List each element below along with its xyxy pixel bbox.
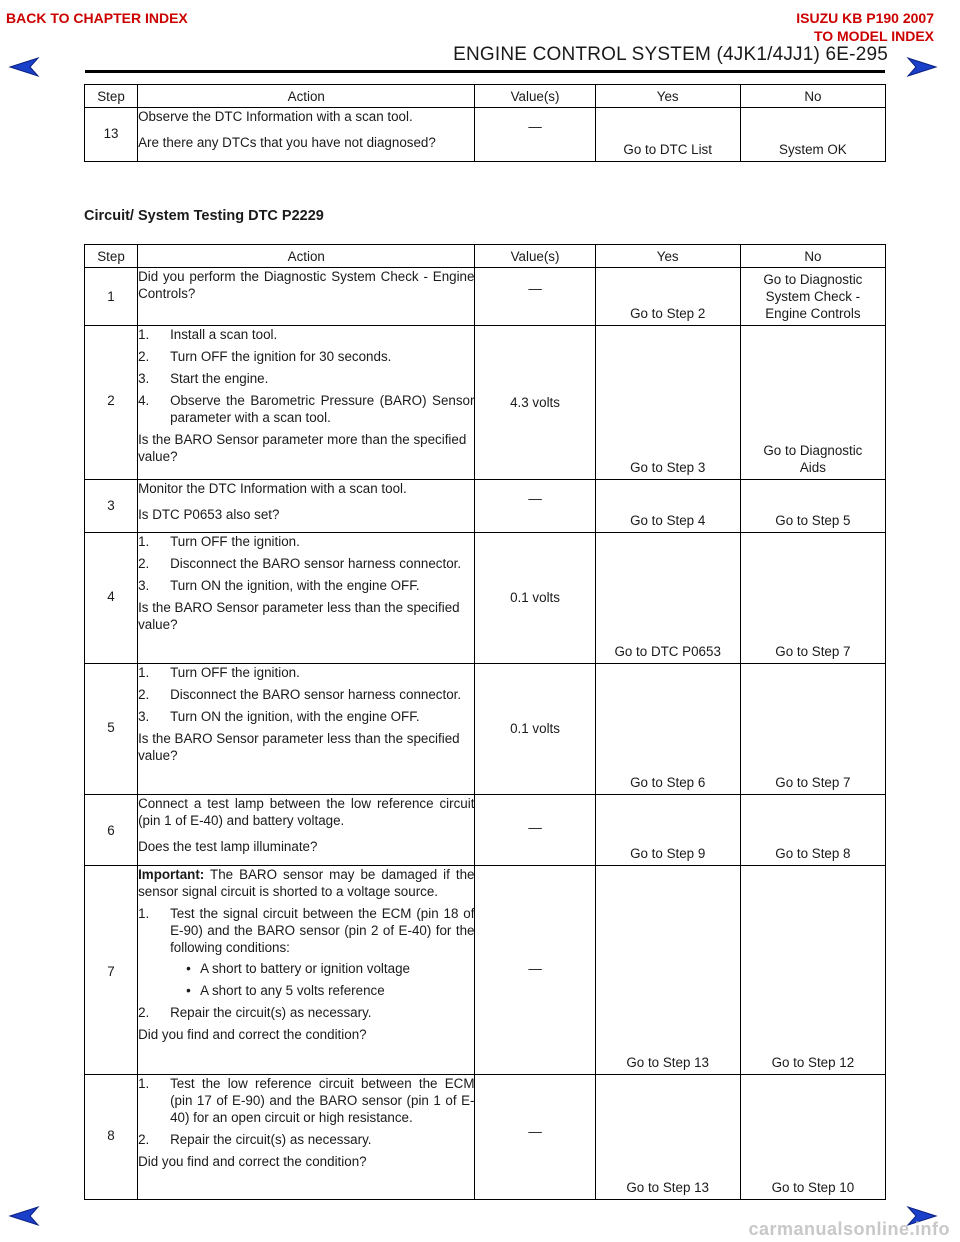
table-row <box>85 664 886 795</box>
list-item: • A short to any 5 volts reference <box>170 982 474 999</box>
action-question: Is DTC P0653 also set? <box>138 507 280 522</box>
section-heading: Circuit/ System Testing DTC P2229 <box>84 208 324 224</box>
list-item: 1. Turn OFF the ignition. <box>138 665 300 680</box>
list-item: 2. Turn OFF the ignition for 30 seconds. <box>138 349 392 364</box>
continuation-table <box>84 84 886 162</box>
col-action-header: Action <box>138 245 475 268</box>
document-title: ISUZU KB P190 2007 <box>796 10 934 26</box>
action-steps <box>138 664 474 725</box>
value-cell: 0.1 volts <box>510 590 560 605</box>
col-values-header: Value(s) <box>475 245 595 268</box>
step-number: 1 <box>107 289 115 304</box>
action-text: Connect a test lamp between the low reference circuit (pin 1 of E-40) and battery voltage. <box>138 796 475 828</box>
step-number: 4 <box>107 589 115 604</box>
list-item: 4. Observe the Barometric Pressure (BARO) Sensor parameter with a scan tool. <box>138 393 475 425</box>
condition-list <box>170 960 474 999</box>
header-divider <box>85 70 885 73</box>
step-number: 6 <box>107 823 115 838</box>
yes-action: Go to DTC P0653 <box>614 644 721 659</box>
col-values-header: Value(s) <box>475 85 595 108</box>
table-row <box>85 480 886 533</box>
action-question: Does the test lamp illuminate? <box>138 839 318 854</box>
no-action: Go to Step 7 <box>775 775 851 790</box>
step-number: 8 <box>107 1128 115 1143</box>
action-steps <box>138 905 474 1021</box>
next-page-arrow-icon[interactable] <box>904 56 938 78</box>
value-cell: 4.3 volts <box>510 395 560 410</box>
yes-action: Go to Step 13 <box>626 1055 710 1070</box>
table-row <box>85 268 886 326</box>
action-question: Is the BARO Sensor parameter more than the specified value? <box>138 432 467 464</box>
previous-page-arrow-icon[interactable] <box>8 1205 42 1227</box>
list-item: 2. Disconnect the BARO sensor harness connector. <box>138 687 462 702</box>
important-note: Important: The BARO sensor may be damaged if the sensor signal circuit is shorted to a voltage source. <box>138 867 475 899</box>
value-cell: — <box>528 820 542 835</box>
no-action: Go to Diagnostic System Check - Engine Controls <box>763 272 863 321</box>
list-item: 1. Test the low reference circuit between the ECM (pin 17 of E-90) and the BARO sensor (pin 1 of E-40) for an open circuit or high resistance. <box>138 1076 475 1125</box>
step-number: 2 <box>107 393 115 408</box>
yes-action: Go to Step 13 <box>626 1180 710 1195</box>
previous-page-arrow-icon[interactable] <box>8 56 42 78</box>
action-text: Monitor the DTC Information with a scan tool. <box>138 481 407 496</box>
value-cell: 0.1 volts <box>510 721 560 736</box>
value-cell: — <box>528 961 542 976</box>
no-action: Go to Diagnostic Aids <box>763 443 863 475</box>
dtc-p2229-table <box>84 244 886 1200</box>
col-yes-header: Yes <box>595 85 740 108</box>
step-number: 7 <box>107 964 115 979</box>
no-action: Go to Step 12 <box>771 1055 855 1070</box>
list-item: 3. Turn ON the ignition, with the engine OFF. <box>138 578 420 593</box>
value-cell: — <box>528 281 542 296</box>
action-question: Is the BARO Sensor parameter less than the specified value? <box>138 731 460 763</box>
list-item: 1. Install a scan tool. <box>138 327 278 342</box>
col-yes-header: Yes <box>595 245 740 268</box>
list-item: 1. Turn OFF the ignition. <box>138 534 300 549</box>
back-to-chapter-index-link[interactable]: BACK TO CHAPTER INDEX <box>6 10 188 26</box>
table-row <box>85 1075 886 1200</box>
list-item: 3. Turn ON the ignition, with the engine OFF. <box>138 709 420 724</box>
list-item: 2. Disconnect the BARO sensor harness connector. <box>138 556 462 571</box>
value-cell: — <box>528 119 542 134</box>
action-steps <box>138 1075 474 1148</box>
yes-action: Go to Step 2 <box>630 306 706 321</box>
to-model-index-link[interactable]: TO MODEL INDEX <box>813 28 934 44</box>
action-text: Did you perform the Diagnostic System Check - Engine Controls? <box>138 269 475 301</box>
table-row <box>85 795 886 866</box>
yes-action: Go to DTC List <box>623 142 712 157</box>
list-item: 3. Start the engine. <box>138 371 269 386</box>
list-item: 1. Test the signal circuit between the ECM (pin 18 of E-90) and the BARO sensor (pin 2 of E-40) for the following conditions: • A short to battery or ignition voltage • A short to any 5 volts reference <box>138 905 474 999</box>
table-row <box>85 326 886 480</box>
step-number: 5 <box>107 720 115 735</box>
list-item: • A short to battery or ignition voltage <box>170 960 474 977</box>
action-question: Is the BARO Sensor parameter less than the specified value? <box>138 600 460 632</box>
col-no-header: No <box>740 85 885 108</box>
col-no-header: No <box>740 245 885 268</box>
yes-action: Go to Step 4 <box>630 513 706 528</box>
table-header-row <box>85 85 886 108</box>
no-action: Go to Step 8 <box>775 846 851 861</box>
action-question: Did you find and correct the condition? <box>138 1027 367 1042</box>
col-step-header: Step <box>85 245 138 268</box>
table-row <box>85 866 886 1075</box>
action-steps <box>138 533 474 594</box>
list-item: 2. Repair the circuit(s) as necessary. <box>138 1005 372 1020</box>
table-row <box>85 108 886 162</box>
action-question: Did you find and correct the condition? <box>138 1154 367 1169</box>
no-action: System OK <box>779 142 847 157</box>
col-action-header: Action <box>138 85 475 108</box>
step-number: 3 <box>107 498 115 513</box>
list-item: 2. Repair the circuit(s) as necessary. <box>138 1132 372 1147</box>
yes-action: Go to Step 6 <box>630 775 706 790</box>
action-steps <box>138 326 474 426</box>
yes-action: Go to Step 9 <box>630 846 706 861</box>
table-header-row <box>85 245 886 268</box>
watermark: carmanualsonline.info <box>748 1219 950 1239</box>
yes-action: Go to Step 3 <box>630 460 706 475</box>
no-action: Go to Step 10 <box>771 1180 855 1195</box>
value-cell: — <box>528 1124 542 1139</box>
action-question: Are there any DTCs that you have not diagnosed? <box>138 135 436 150</box>
no-action: Go to Step 7 <box>775 644 851 659</box>
step-number: 13 <box>103 126 119 141</box>
page-header: ENGINE CONTROL SYSTEM (4JK1/4JJ1) 6E-295 <box>453 44 888 65</box>
no-action: Go to Step 5 <box>775 513 851 528</box>
action-text: Observe the DTC Information with a scan tool. <box>138 109 413 124</box>
col-step-header: Step <box>85 85 138 108</box>
table-row <box>85 533 886 664</box>
value-cell: — <box>528 491 542 506</box>
